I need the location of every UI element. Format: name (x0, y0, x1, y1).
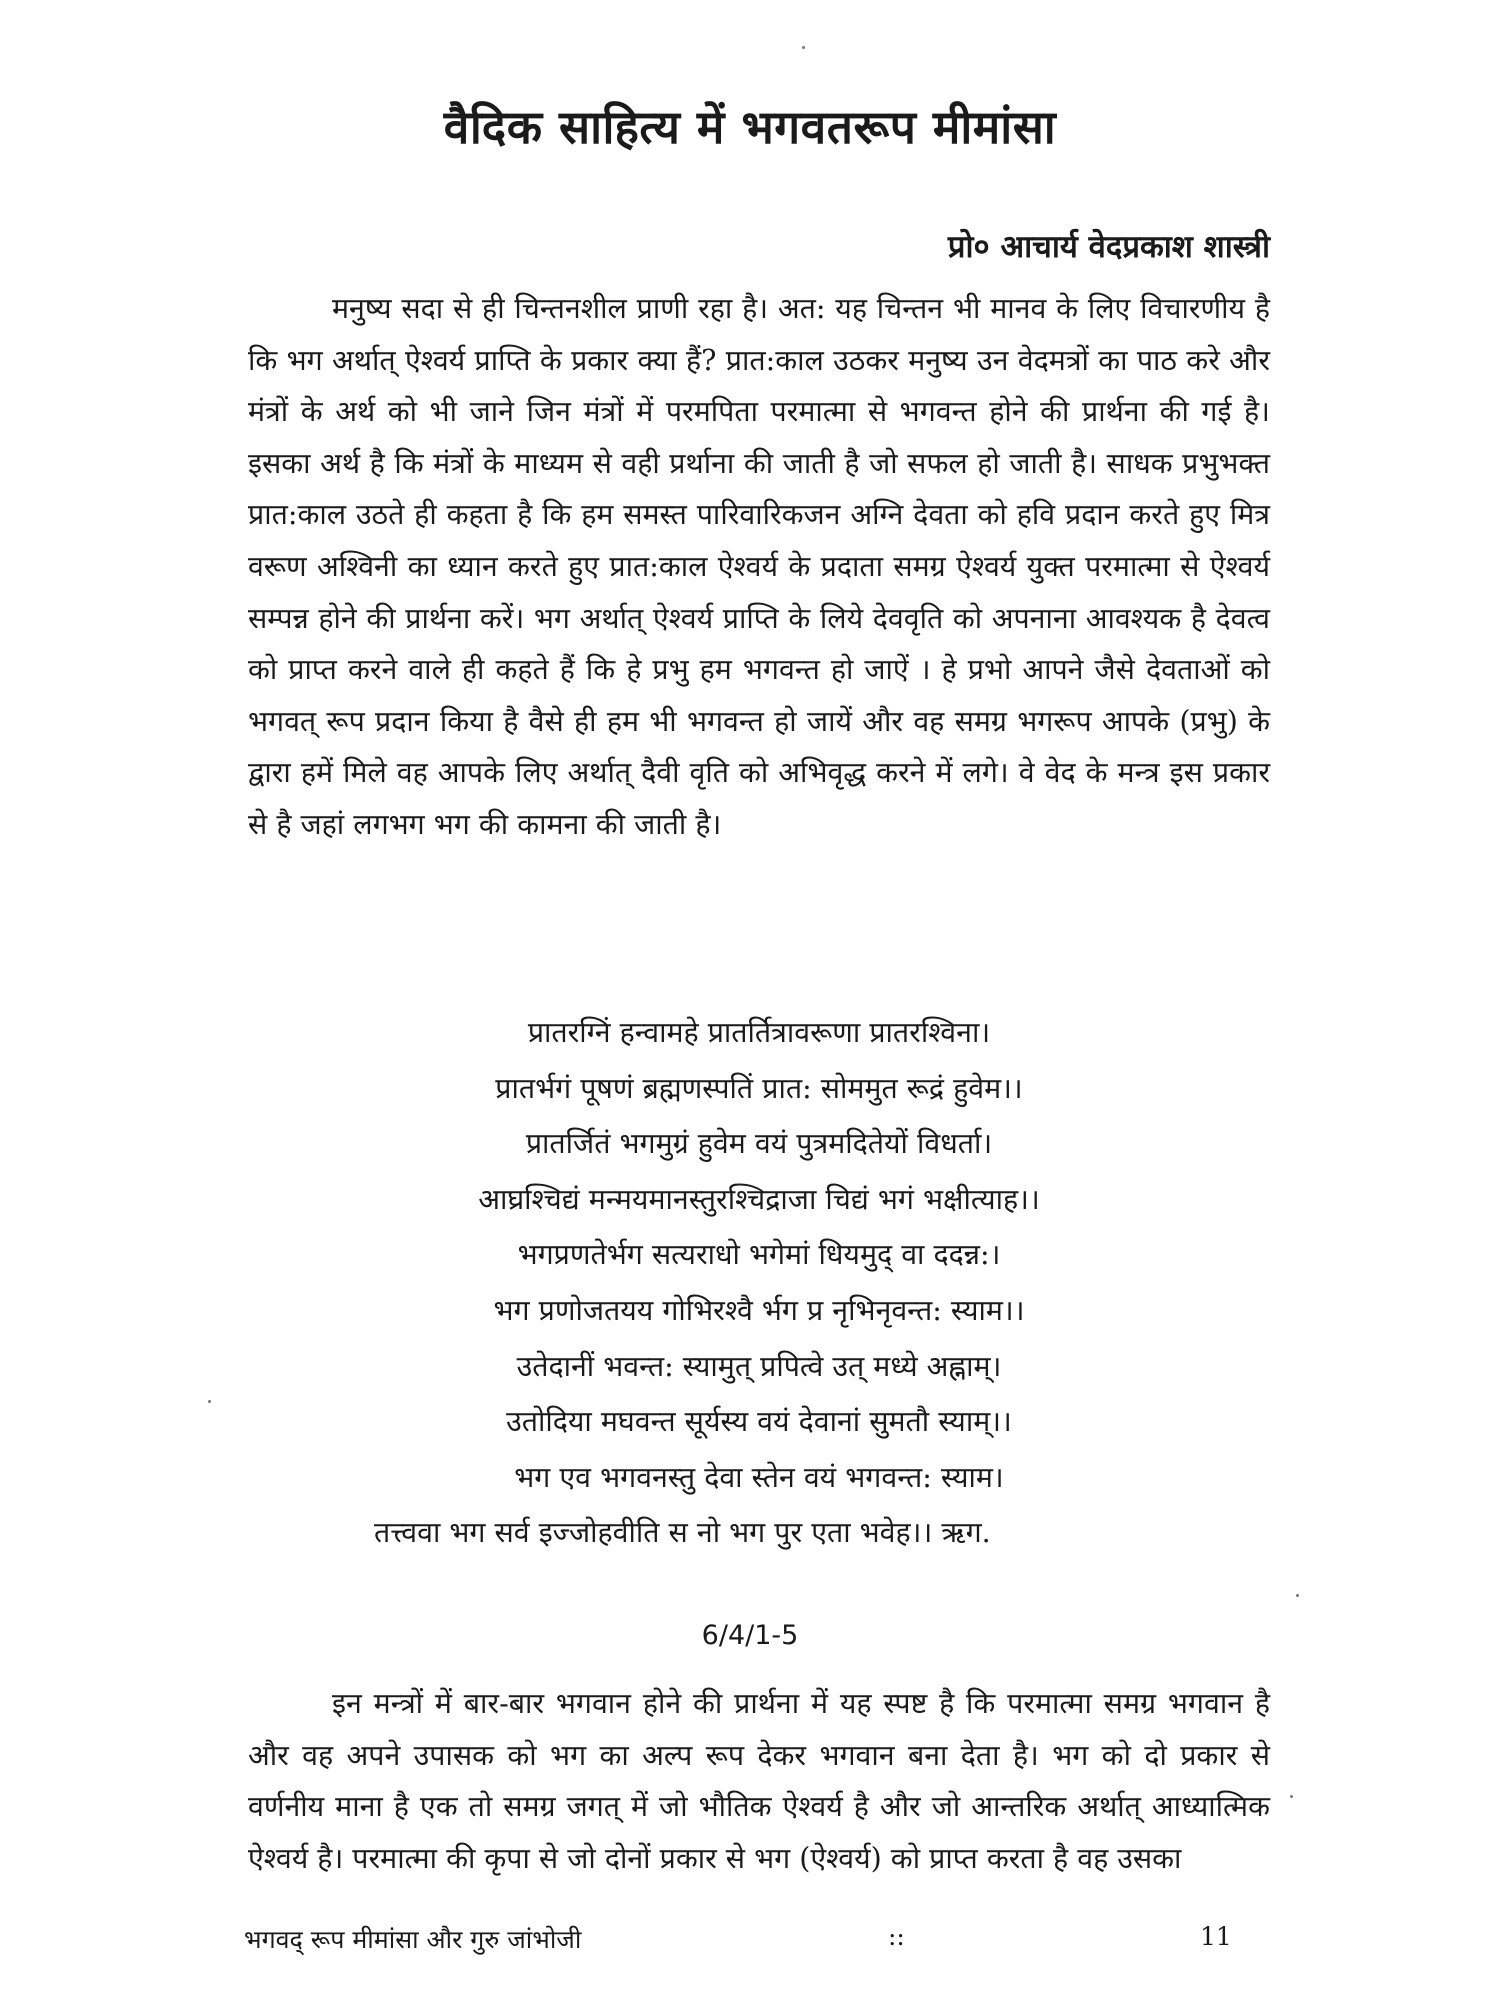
footer-separator: :: (888, 1922, 905, 1951)
verse-line: भग प्रणोजतयय गोभिरश्वै र्भग प्र नृभिनृवन्त: स्याम।। (493, 1293, 1025, 1327)
page-title: वैदिक साहित्य में भगवतरूप मीमांसा (443, 100, 1057, 154)
page-number: 11 (1200, 1922, 1232, 1951)
verse-block (248, 1005, 1270, 1561)
verse-line: भगप्रणतेर्भग सत्यराधो भगेमां धियमुद् वा ददन्न:। (517, 1238, 1001, 1272)
verse-reference: 6/4/1-5 (701, 1620, 799, 1651)
body-paragraph-1: मनुष्य सदा से ही चिन्तनशील प्राणी रहा है। अत: यह चिन्तन भी मानव के लिए विचारणीय है कि भग अर्थात् ऐश्वर्य प्राप्ति के प्रकार क्या हैं? प्रात:काल उठकर मनुष्य उन वेदमत्रों का पाठ करे और मंत्रों के अर्थ को भी जाने जिन मंत्रों में परमपिता परमात्मा से भगवन्त होने की प्रार्थना की गई है। इसका अर्थ है कि मंत्रों के माध्यम से वही प्रर्थाना की जाती है जो सफल हो जाती है। साधक प्रभुभक्त प्रात:काल उठते ही कहता है कि हम समस्त पारिवारिकजन अग्नि देवता को हवि प्रदान करते हुए मित्र वरूण अश्विनी का ध्यान करते हुए प्रात:काल ऐश्वर्य के प्रदाता समग्र ऐश्वर्य युक्त परमात्मा से ऐश्वर्य सम्पन्न होने की प्रार्थना करें। भग अर्थात् ऐश्वर्य प्राप्ति के लिये देववृति को अपनाना आवश्यक है देवत्व को प्राप्त करने वाले ही कहते हैं कि हे प्रभु हम भगवन्त हो जाऐं । हे प्रभो आपने जैसे देवताओं को भगवत् रूप प्रदान किया है वैसे ही हम भी भगवन्त हो जायें और वह समग्र भगरूप आपके (प्रभु) के द्वारा हमें मिले वह आपके लिए अर्थात् दैवी वृति को अभिवृद्ध करने में लगे। वे वेद के मन्त्र इस प्रकार से है जहां लगभग भग की कामना की जाती है। (248, 292, 1270, 841)
scan-speck (1296, 1594, 1299, 1597)
verse-line: प्रातरग्निं हन्वामहे प्रातर्तित्रावरूणा प्रातरश्विना। (527, 1016, 991, 1049)
verse-line: भग एव भगवनस्तु देवा स्तेन वयं भगवन्त: स्याम। (514, 1460, 1004, 1494)
footer-book-title: भगवद् रूप मीमांसा और गुरु जांभोजी (244, 1925, 582, 1954)
author-name: प्रो० आचार्य वेदप्रकाश शास्त्री (947, 229, 1270, 265)
verse-line: प्रातर्भगं पूषणं ब्रह्मणस्पतिं प्रात: सोममुत रूद्रं हुवेम।। (495, 1071, 1023, 1105)
scan-speck (802, 46, 805, 49)
verse-line: प्रातर्जितं भगमुग्रं हुवेम वयं पुत्रमदितेयों विधर्ता। (525, 1127, 993, 1161)
scan-speck (208, 1400, 211, 1403)
verse-line: उतेदानीं भवन्त: स्यामुत् प्रपित्वे उत् मध्ये अह्नाम्। (516, 1349, 1002, 1383)
verse-line: आघ्रश्चिद्यं मन्मयमानस्तुरश्चिद्राजा चिद्यं भगं भक्षीत्याह।। (478, 1182, 1040, 1216)
verse-line: तत्त्ववा भग सर्व इज्जोहवीति स नो भग पुर एता भवेह।। ऋग. (374, 1516, 991, 1550)
body-paragraph-2: इन मन्त्रों में बार-बार भगवान होने की प्रार्थना में यह स्पष्ट है कि परमात्मा समग्र भगवान है और वह अपने उपासक को भग का अल्प रूप देकर भगवान बना देता है। भग को दो प्रकार से वर्णनीय माना है एक तो समग्र जगत् में जो भौतिक ऐश्वर्य है और जो आन्तरिक अर्थात् आध्यात्मिक ऐश्वर्य है। परमात्मा की कृपा से जो दोनों प्रकार से भग (ऐश्वर्य) को प्राप्त करता है वह उसका (248, 1687, 1270, 1875)
verse-line: उतोदिया मघवन्त सूर्यस्य वयं देवानां सुमतौ स्याम्।। (506, 1405, 1012, 1439)
scan-speck (1290, 1795, 1293, 1798)
